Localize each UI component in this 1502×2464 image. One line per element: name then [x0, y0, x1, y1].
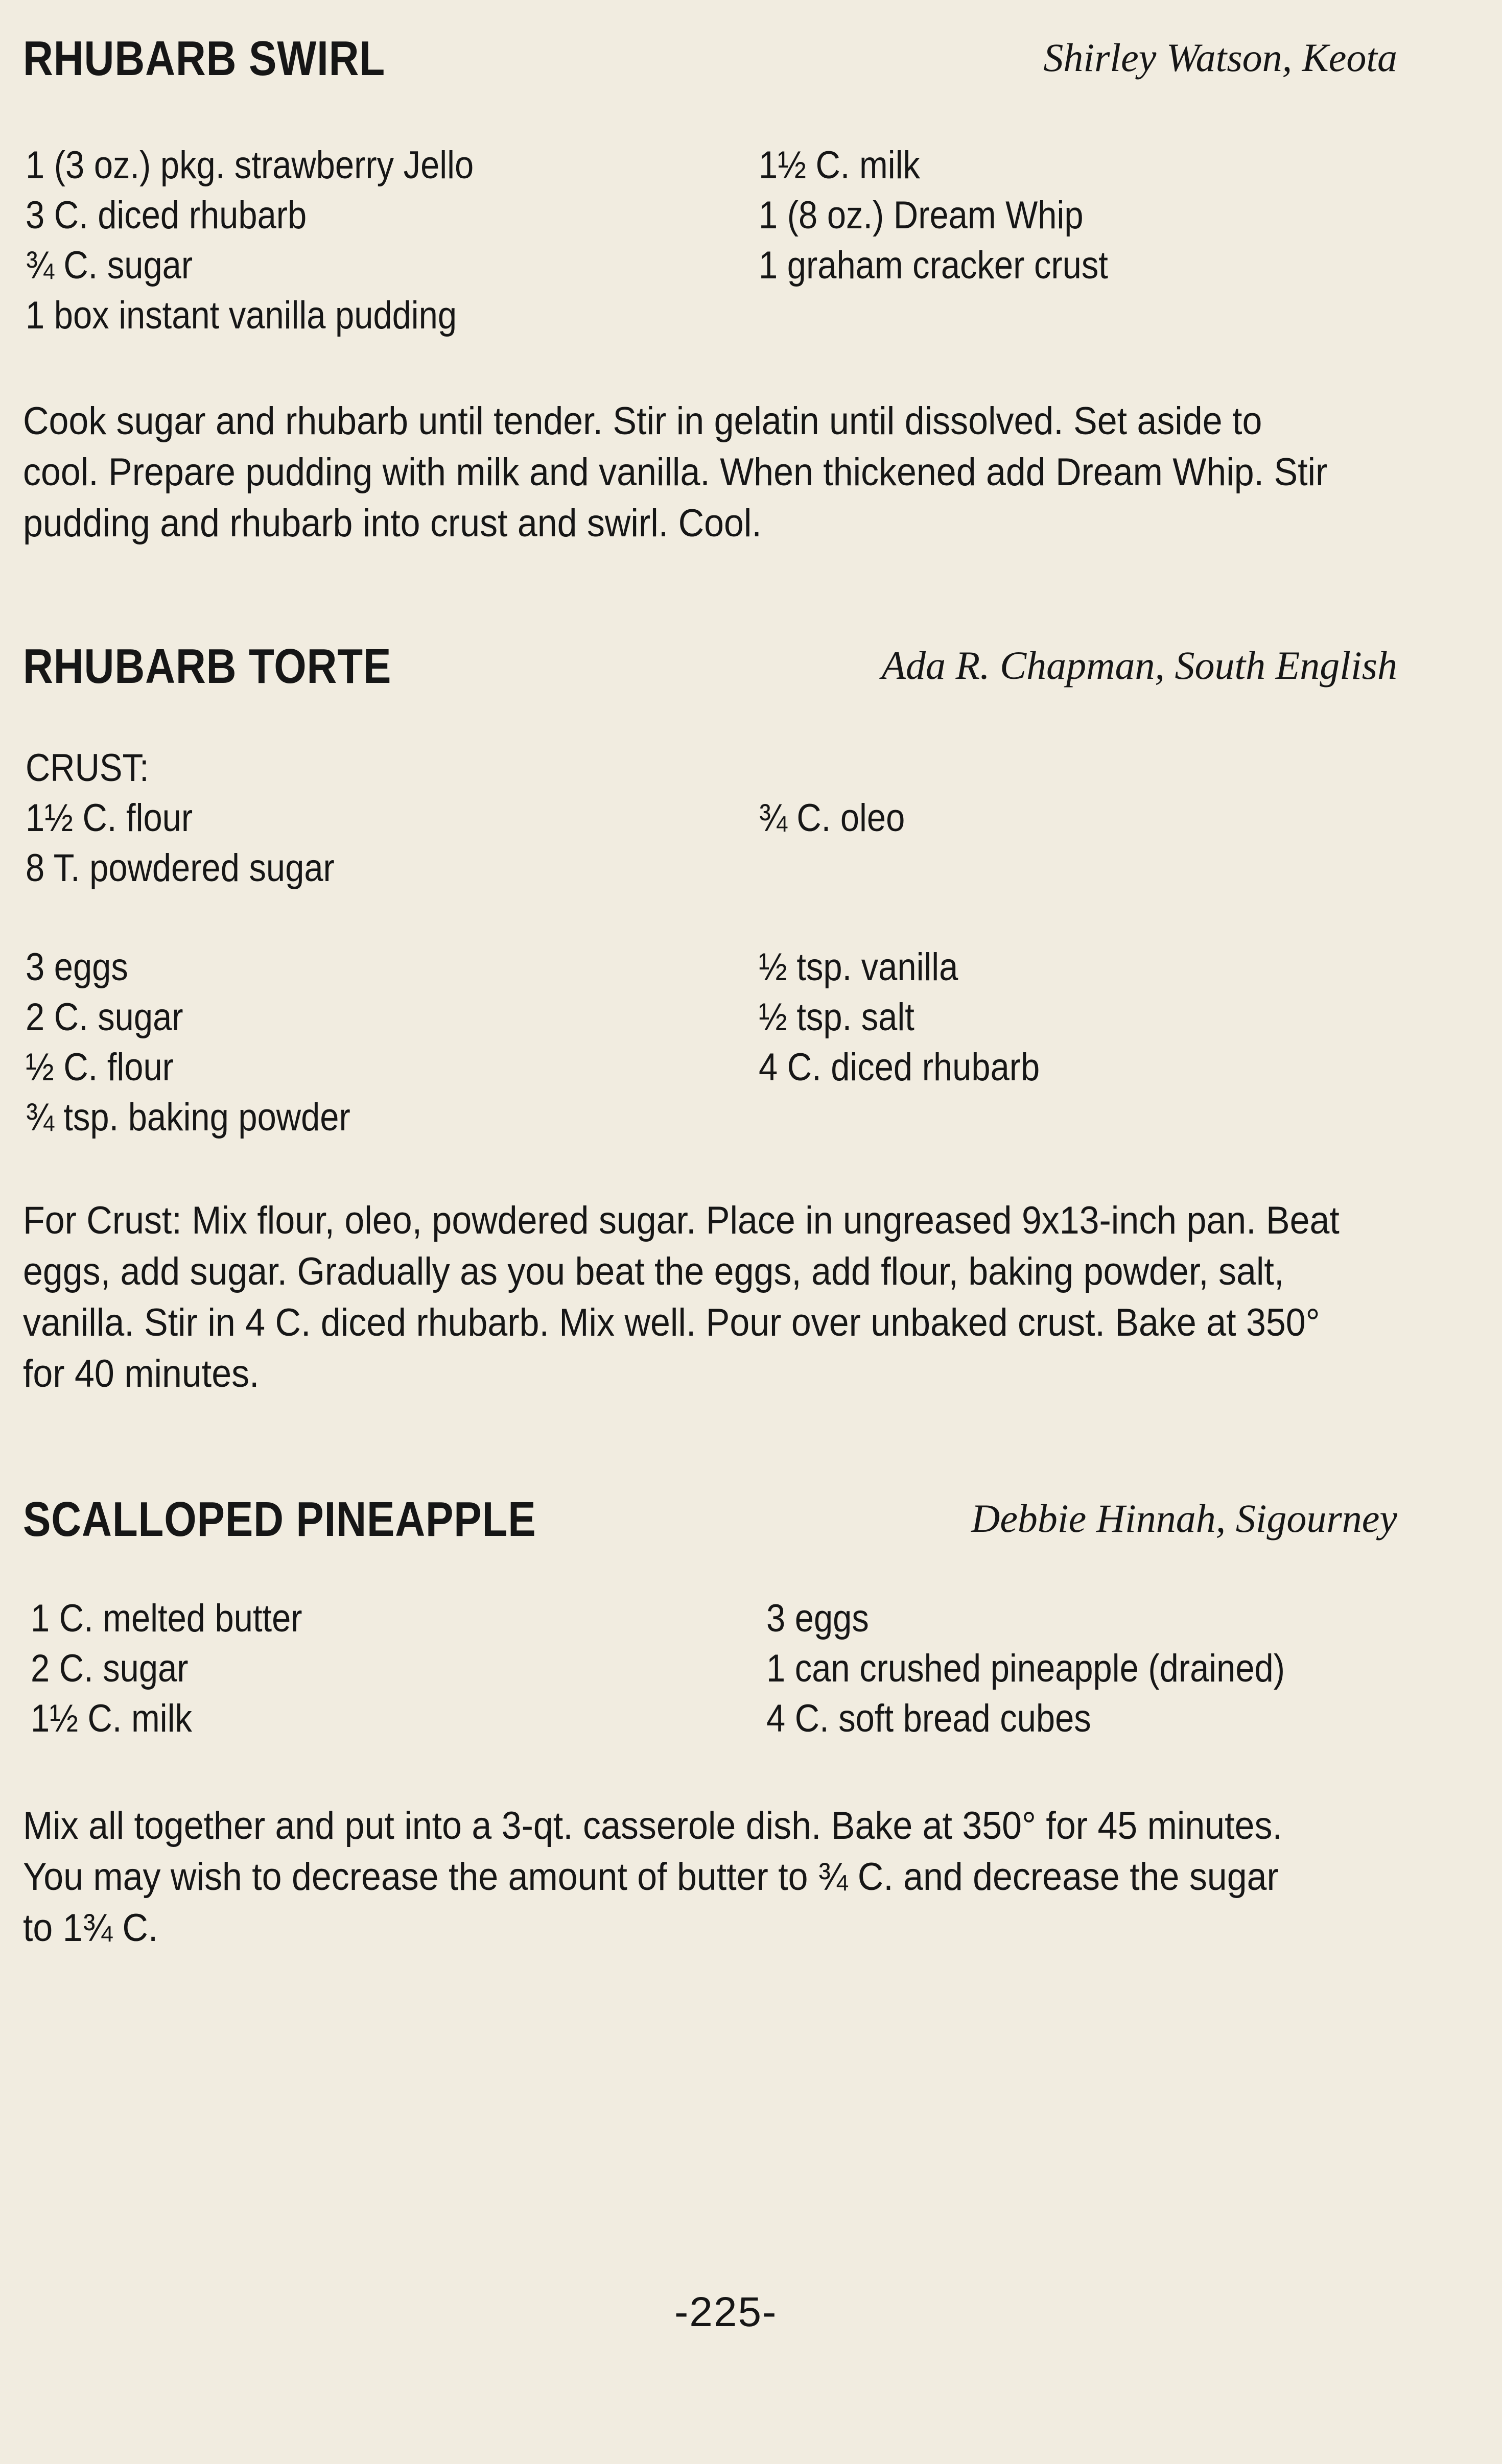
ingredient: ½ C. flour [26, 1046, 174, 1089]
recipe-author: Ada R. Chapman, South English [881, 643, 1397, 688]
recipe-title: RHUBARB TORTE [23, 639, 392, 694]
recipe-header [23, 31, 1397, 87]
recipe-directions [23, 1195, 1397, 1400]
ingredient: 1½ C. milk [759, 144, 920, 187]
recipe-title: SCALLOPED PINEAPPLE [23, 1492, 536, 1547]
ingredient: 8 T. powdered sugar [26, 846, 335, 890]
ingredient: 1 box instant vanilla pudding [26, 294, 457, 337]
recipe-directions [23, 1800, 1397, 1954]
ingredient: 3 eggs [766, 1597, 869, 1640]
page-number: -225- [674, 2289, 778, 2335]
directions-line: For Crust: Mix flour, oleo, powdered sugar. Place in ungreased 9x13-inch pan. Beat [23, 1199, 1340, 1242]
ingredient: 1 can crushed pineapple (drained) [766, 1647, 1285, 1690]
ingredient: 1½ C. milk [31, 1697, 192, 1740]
ingredient: 3 eggs [26, 945, 128, 989]
recipe-header [23, 638, 1397, 695]
ingredient: 3 C. diced rhubarb [26, 194, 307, 237]
directions-line: cool. Prepare pudding with milk and vanilla. When thickened add Dream Whip. Stir [23, 451, 1328, 494]
ingredient: ¾ C. sugar [26, 244, 193, 287]
recipe-header [23, 1491, 1397, 1548]
directions-line: vanilla. Stir in 4 C. diced rhubarb. Mix well. Pour over unbaked crust. Bake at 350° [23, 1301, 1320, 1344]
ingredient: 2 C. sugar [31, 1647, 189, 1690]
ingredient: 2 C. sugar [26, 996, 183, 1039]
directions-line: pudding and rhubarb into crust and swirl. Cool. [23, 502, 762, 545]
directions-line: You may wish to decrease the amount of butter to ¾ C. and decrease the sugar [23, 1855, 1279, 1899]
ingredient: ¾ tsp. baking powder [26, 1096, 350, 1139]
ingredient: ¾ C. oleo [759, 796, 905, 840]
directions-line: for 40 minutes. [23, 1352, 260, 1395]
directions-line: eggs, add sugar. Gradually as you beat the eggs, add flour, baking powder, salt, [23, 1250, 1284, 1293]
ingredient: ½ tsp. vanilla [759, 945, 958, 989]
ingredient: 1½ C. flour [26, 796, 193, 840]
ingredient: ½ tsp. salt [759, 996, 914, 1039]
recipe-title: RHUBARB SWIRL [23, 31, 386, 86]
ingredient: 1 (3 oz.) pkg. strawberry Jello [26, 144, 474, 187]
recipe-author: Debbie Hinnah, Sigourney [971, 1496, 1397, 1541]
directions-line: to 1¾ C. [23, 1906, 158, 1950]
recipe-author: Shirley Watson, Keota [1043, 35, 1397, 80]
ingredient: 4 C. soft bread cubes [766, 1697, 1091, 1740]
ingredient: 4 C. diced rhubarb [759, 1046, 1040, 1089]
ingredient: 1 (8 oz.) Dream Whip [759, 194, 1084, 237]
ingredient: 1 C. melted butter [31, 1597, 302, 1640]
recipe-directions [23, 396, 1397, 549]
crust-label: CRUST: [26, 746, 149, 790]
directions-line: Mix all together and put into a 3-qt. casserole dish. Bake at 350° for 45 minutes. [23, 1804, 1282, 1847]
ingredient: 1 graham cracker crust [759, 244, 1108, 287]
directions-line: Cook sugar and rhubarb until tender. Stir in gelatin until dissolved. Set aside to [23, 399, 1262, 443]
